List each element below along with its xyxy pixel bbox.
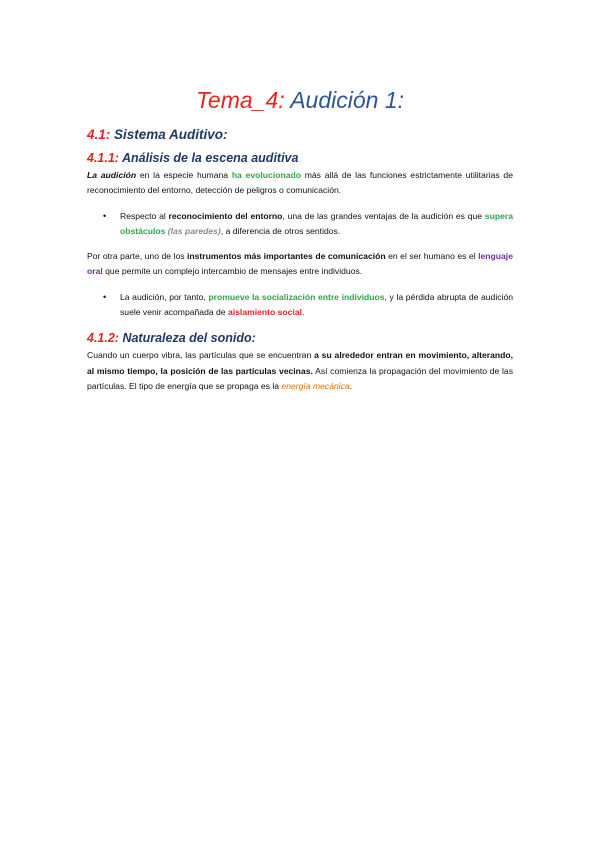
bullet-list-1 xyxy=(87,209,513,240)
heading-4-1-1-number: 4.1.1: xyxy=(87,151,119,165)
note-las-paredes: (las paredes) xyxy=(167,225,221,236)
paragraph-audicion-evolucion xyxy=(87,168,513,199)
bullet-icon: • xyxy=(103,291,107,302)
text-run: Respecto al xyxy=(120,210,169,221)
text-run: Por otra parte, uno de los xyxy=(87,251,188,262)
text-run: . xyxy=(349,380,353,391)
highlight-ha-evolucionado: ha evolucionado xyxy=(231,170,301,180)
text-run: , una de las grandes ventajas de la audición es que xyxy=(282,210,485,221)
heading-4-1-number: 4.1: xyxy=(87,127,111,142)
heading-4-1-1 xyxy=(87,150,513,167)
text-run: más allá de las funciones estrictamente utilitarias de reconocimiento del entorno, detección de peligros o comunicación. xyxy=(87,170,513,196)
title-text: Audición 1: xyxy=(290,87,404,113)
text-run: . xyxy=(302,307,305,318)
heading-4-1-2-number: 4.1.2: xyxy=(87,331,119,346)
list-item-socializacion xyxy=(103,290,514,321)
paragraph-naturaleza-sonido xyxy=(87,348,513,394)
term-instrumentos-comunicacion: instrumentos más importantes de comunicación xyxy=(187,251,386,262)
heading-4-1-1-text: Análisis de la escena auditiva xyxy=(121,151,299,165)
term-la-audicion: La audición xyxy=(87,170,137,180)
text-run: que permite un complejo intercambio de mensajes entre individuos. xyxy=(102,266,363,277)
heading-4-1-2-text: Naturaleza del sonido: xyxy=(122,331,256,346)
list-item-reconocimiento xyxy=(103,209,513,240)
text-run: , y la pérdida abrupta de audición suele venir acompañada de xyxy=(120,291,514,318)
highlight-aislamiento-social: aislamiento social xyxy=(227,307,303,318)
title-prefix: Tema_4: xyxy=(195,87,285,113)
highlight-energia-mecanica: energía mecánica xyxy=(281,380,350,391)
term-particulas-movimiento: a su alrededor entran en movimiento, alterando, al mismo tiempo, la posición de las partículas vecinas. xyxy=(87,350,513,376)
text-run: La audición, por tanto, xyxy=(120,291,209,302)
heading-4-1 xyxy=(87,126,513,144)
heading-4-1-text: Sistema Auditivo: xyxy=(114,127,228,142)
text-run: en la especie humana xyxy=(136,170,232,180)
paragraph-comunicacion xyxy=(87,249,513,280)
text-run: Cuando un cuerpo vibra, las partículas que se encuentran xyxy=(87,350,315,361)
bullet-list-2 xyxy=(87,290,513,321)
heading-4-1-2 xyxy=(87,330,513,347)
text-run: Así comienza la propagación del movimiento de las partículas. El tipo de energía que se propaga es la xyxy=(87,365,513,391)
highlight-supera-obstaculos: supera obstáculos xyxy=(120,210,513,236)
term-reconocimiento-entorno: reconocimiento del entorno xyxy=(168,210,283,221)
highlight-lenguaje-oral: lenguaje oral xyxy=(87,251,513,277)
highlight-socializacion: promueve la socialización entre individuos xyxy=(208,291,385,302)
text-run: , a diferencia de otros sentidos. xyxy=(220,225,341,236)
page-title xyxy=(87,0,513,114)
text-run: en el ser humano es el xyxy=(385,251,479,262)
bullet-icon: • xyxy=(103,210,107,221)
